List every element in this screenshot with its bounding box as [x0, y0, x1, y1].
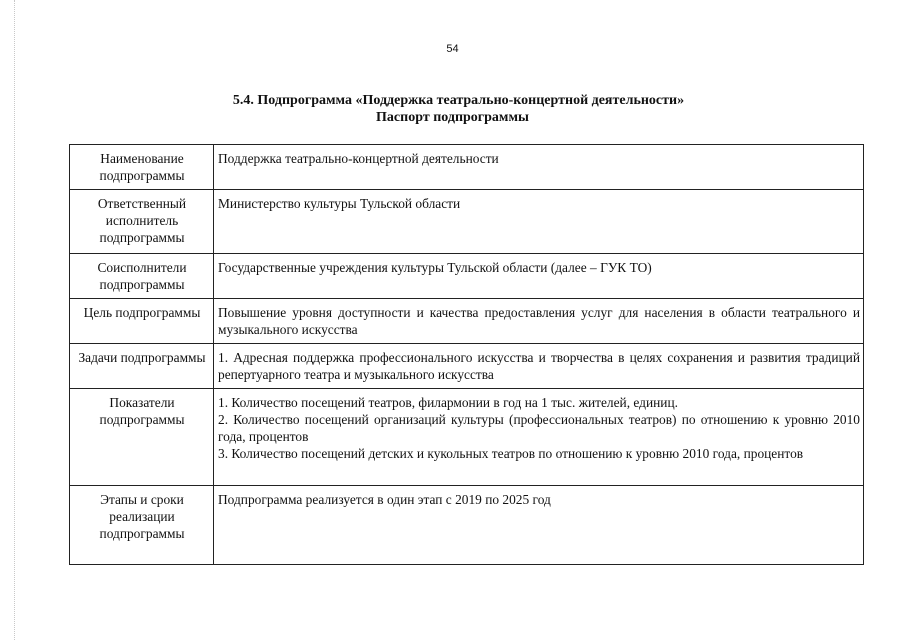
row-value-name: Поддержка театрально-концертной деятельности	[214, 145, 864, 190]
table-row	[70, 389, 864, 486]
table-row	[70, 299, 864, 344]
row-label-coexecutors: Соисполнители подпрограммы	[70, 254, 214, 299]
indicator-item-2: 2. Количество посещений организаций культуры (профессиональных театров) по отношению к уровню 2010 года, процентов	[218, 412, 860, 444]
title-line-subprogram: 5.4. Подпрограмма «Поддержка театрально-концертной деятельности»	[232, 93, 685, 108]
table-row	[70, 145, 864, 190]
row-label-stages: Этапы и сроки реализации подпрограммы	[70, 486, 214, 565]
row-value-stages: Подпрограмма реализуется в один этап с 2019 по 2025 год	[214, 486, 864, 565]
row-label-indicators: Показатели подпрограммы	[70, 389, 214, 486]
row-value-tasks: 1. Адресная поддержка профессионального искусства и творчества в целях сохранения и развития традиций репертуарного театра и музыкального искусства	[214, 344, 864, 389]
passport-table	[69, 144, 864, 565]
document-title	[0, 92, 905, 126]
page-number: 54	[446, 43, 459, 55]
indicator-item-1: 1. Количество посещений театров, филармонии в год на 1 тыс. жителей, единиц.	[218, 395, 678, 410]
indicator-item-3: 3. Количество посещений детских и кукольных театров по отношению к уровню 2010 года, процентов	[218, 446, 804, 461]
title-line-passport: Паспорт подпрограммы	[376, 110, 529, 125]
table-row	[70, 254, 864, 299]
table-row	[70, 190, 864, 254]
row-label-responsible: Ответственный исполнитель подпрограммы	[70, 190, 214, 254]
row-value-responsible: Министерство культуры Тульской области	[214, 190, 864, 254]
row-value-coexecutors: Государственные учреждения культуры Тульской области (далее – ГУК ТО)	[214, 254, 864, 299]
table-row	[70, 486, 864, 565]
row-label-goal: Цель подпрограммы	[70, 299, 214, 344]
row-label-name: Наименование подпрограммы	[70, 145, 214, 190]
row-value-indicators	[214, 389, 864, 486]
row-label-tasks: Задачи подпрограммы	[70, 344, 214, 389]
table-row	[70, 344, 864, 389]
row-value-goal: Повышение уровня доступности и качества предоставления услуг для населения в области театрального и музыкального искусства	[214, 299, 864, 344]
